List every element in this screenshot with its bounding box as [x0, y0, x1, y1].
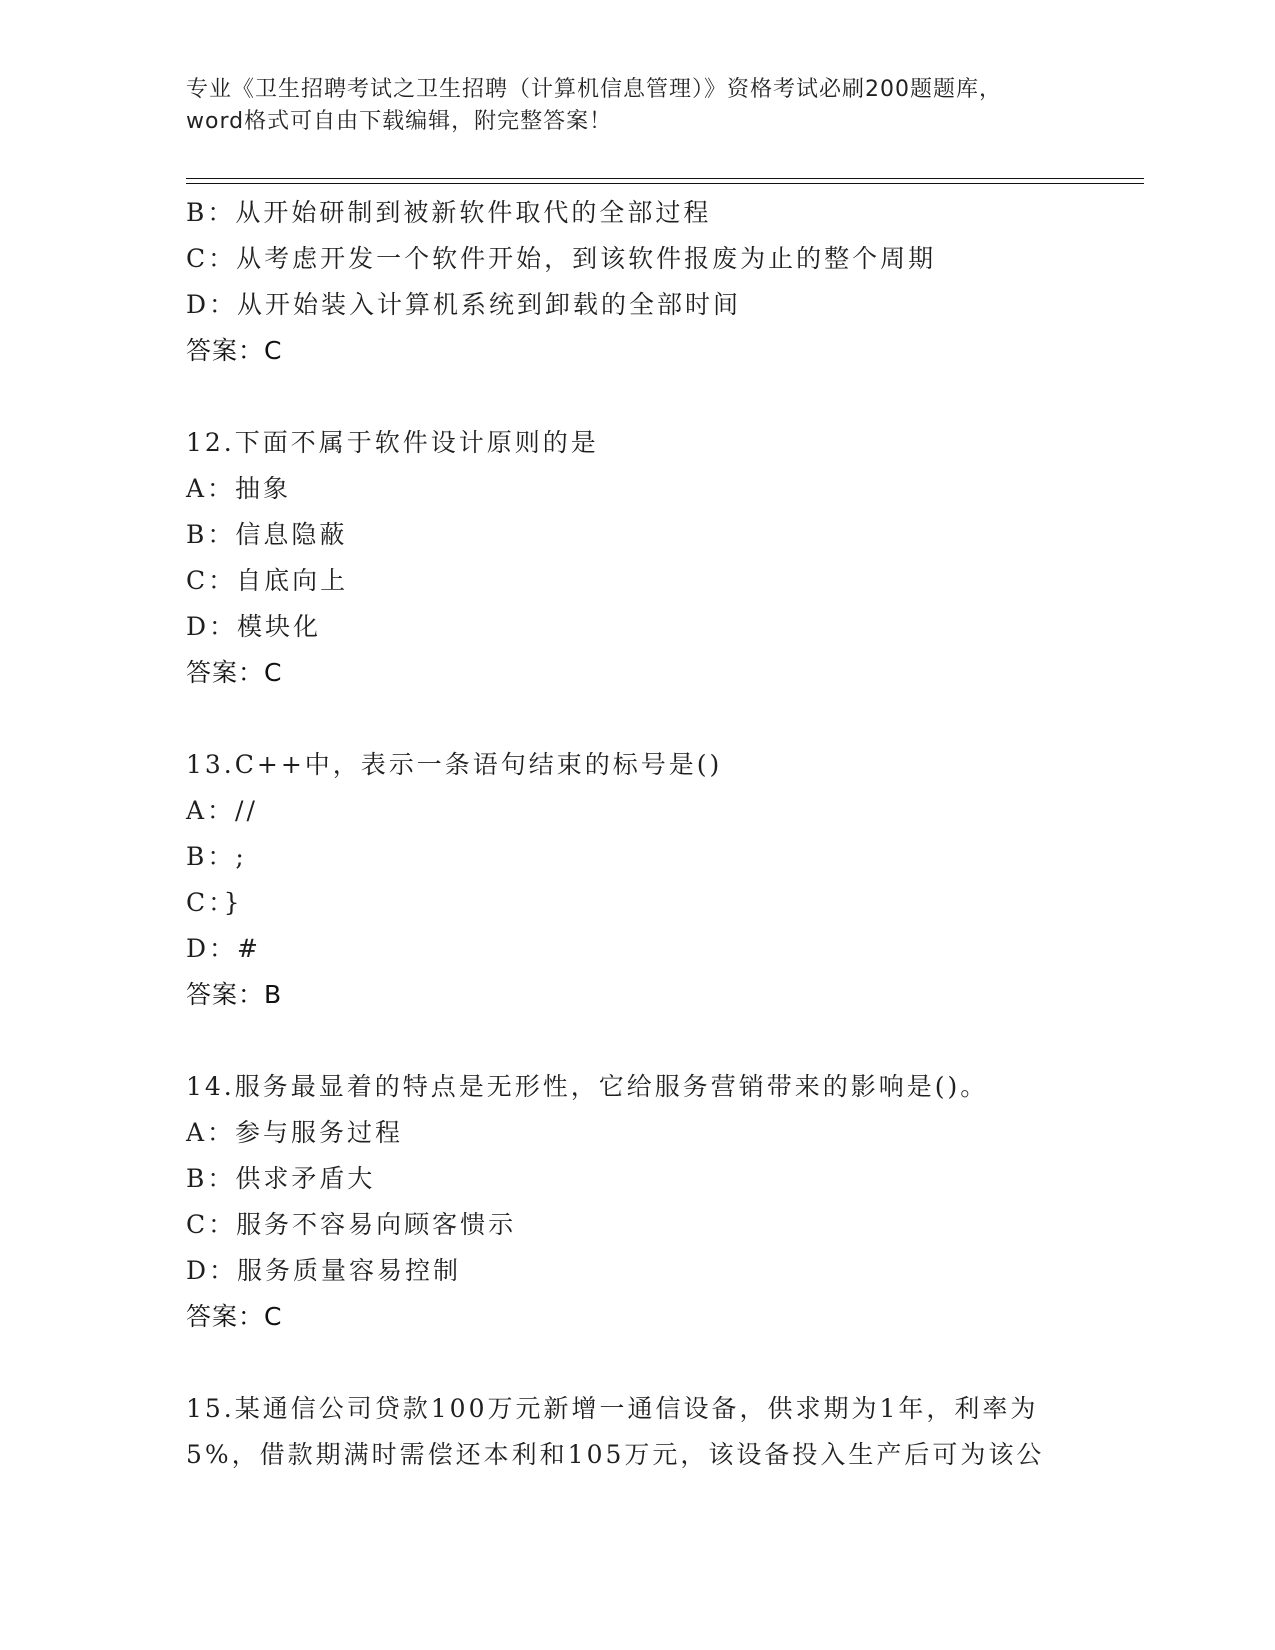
spacer	[186, 1018, 1106, 1064]
question-14-answer: 答案：C	[186, 1302, 283, 1331]
question-14-stem: 14.服务最显着的特点是无形性，它给服务营销带来的影响是()。	[186, 1072, 989, 1101]
header-divider-bottom	[186, 183, 1144, 184]
question-13	[186, 742, 1106, 1018]
question-13-option-a: A：//	[186, 796, 258, 825]
question-11-option-c: C：从考虑开发一个软件开始，到该软件报废为止的整个周期	[186, 244, 937, 273]
header-title-line-2: word格式可自由下载编辑，附完整答案！	[186, 109, 613, 134]
question-13-option-d: D：#	[186, 934, 261, 963]
question-14-option-c: C：服务不容易向顾客愦示	[186, 1210, 517, 1239]
question-14-option-b: B：供求矛盾大	[186, 1164, 376, 1193]
header-title-line-1: 专业《卫生招聘考试之卫生招聘（计算机信息管理）》资格考试必刷200题题库，	[186, 77, 1002, 102]
question-12-answer: 答案：C	[186, 658, 283, 687]
question-12-option-d: D：模块化	[186, 612, 322, 641]
question-11-option-b: B：从开始研制到被新软件取代的全部过程	[186, 198, 712, 227]
question-11-partial	[186, 190, 1106, 374]
question-12	[186, 420, 1106, 696]
question-12-option-b: B：信息隐蔽	[186, 520, 348, 549]
question-13-option-b: B：;	[186, 842, 247, 871]
question-15-stem-line-2: 5%，借款期满时需偿还本利和105万元，该设备投入生产后可为该公	[186, 1440, 1045, 1469]
question-11-answer: 答案：C	[186, 336, 283, 365]
question-12-stem: 12.下面不属于软件设计原则的是	[186, 428, 599, 457]
spacer	[186, 374, 1106, 420]
question-14	[186, 1064, 1106, 1340]
question-13-option-c: C：}	[186, 888, 243, 917]
question-13-answer: 答案：B	[186, 980, 283, 1009]
header-divider-top	[186, 178, 1144, 179]
document-header	[186, 74, 1086, 138]
question-content	[186, 190, 1106, 1478]
question-13-stem: 13.C++中，表示一条语句结束的标号是()	[186, 750, 723, 779]
question-12-option-c: C：自底向上	[186, 566, 349, 595]
question-15-partial	[186, 1386, 1106, 1478]
question-11-option-d: D：从开始装入计算机系统到卸载的全部时间	[186, 290, 742, 319]
spacer	[186, 696, 1106, 742]
question-14-option-d: D：服务质量容易控制	[186, 1256, 462, 1285]
question-12-option-a: A：抽象	[186, 474, 292, 503]
question-15-stem-line-1: 15.某通信公司贷款100万元新增一通信设备，供求期为1年，利率为	[186, 1394, 1039, 1423]
question-14-option-a: A：参与服务过程	[186, 1118, 404, 1147]
spacer	[186, 1340, 1106, 1386]
